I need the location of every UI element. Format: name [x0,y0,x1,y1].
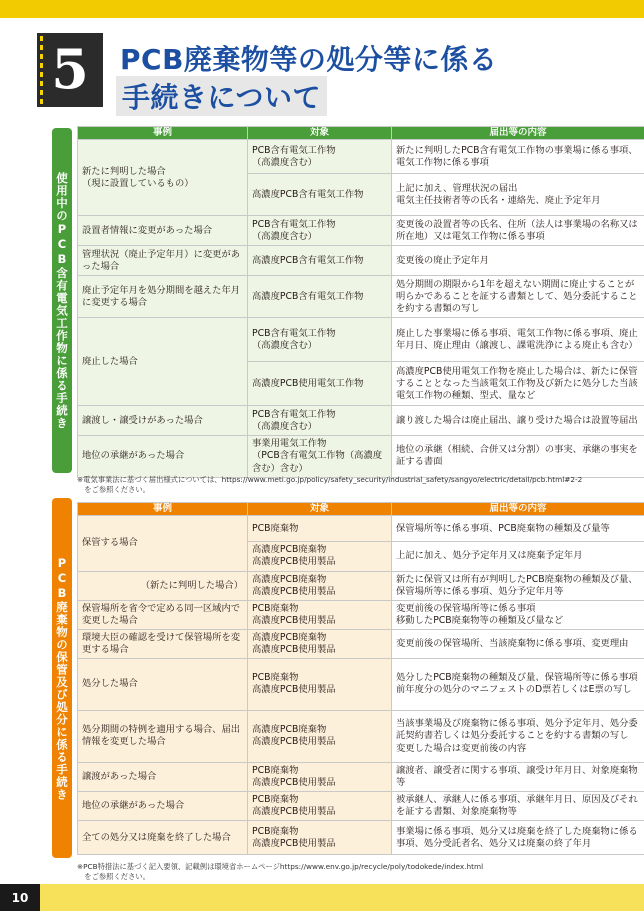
content-cell: 処分期間の期限から1年を超えない期間に廃止することが明らかであることを証する書類として、処分委託することを約する書類の写し [392,276,644,318]
target-cell: PCB含有電気工作物 （高濃度含む） [248,318,392,362]
target-cell: 事業用電気工作物 （PCB含有電気工作物（高濃度含む）含む） [248,436,392,477]
page-title-line-2: 手続きについて [116,76,327,116]
section1-table [77,126,644,478]
content-cell: 変更前後の保管場所等に係る事項 移動したPCB廃棄物等の種類及び量など [392,600,644,629]
column-header-target: 対象 [248,503,392,516]
case-cell: 地位の承継があった場合 [78,792,248,821]
target-cell: 高濃度PCB廃棄物 高濃度PCB使用製品 [248,629,392,658]
target-cell: 高濃度PCB含有電気工作物 [248,246,392,276]
target-cell: PCB廃棄物 高濃度PCB使用製品 [248,821,392,855]
content-cell: 新たに判明したPCB含有電気工作物の事業場に係る事項、電気工作物に係る事項 [392,140,644,174]
table-row [78,792,644,821]
table-row [78,710,644,762]
content-cell: 廃止した事業場に係る事項、電気工作物に係る事項、廃止年月日、廃止理由（譲渡し、課電洗浄による廃止も含む） [392,318,644,362]
section2-side-label: PCB廃棄物の保管及び処分に係る手続き [52,498,72,858]
case-cell: 譲渡し・譲受けがあった場合 [78,406,248,436]
case-cell: 処分期間の特例を適用する場合、届出情報を変更した場合 [78,710,248,762]
content-cell: 譲渡者、譲受者に関する事項、譲受け年月日、対象廃棄物等 [392,762,644,791]
content-cell: 上記に加え、処分予定年月又は廃棄予定年月 [392,542,644,571]
case-cell: 設置者情報に変更があった場合 [78,216,248,246]
column-header-case: 事例 [78,127,248,140]
column-header-target: 対象 [248,127,392,140]
target-cell: 高濃度PCB廃棄物 高濃度PCB使用製品 [248,542,392,571]
table-row [78,436,644,477]
target-cell: PCB含有電気工作物 （高濃度含む） [248,406,392,436]
case-cell: 環境大臣の確認を受けて保管場所を変更する場合 [78,629,248,658]
case-cell: 譲渡があった場合 [78,762,248,791]
table-row [78,276,644,318]
target-cell: PCB含有電気工作物 （高濃度含む） [248,140,392,174]
table-row [78,658,644,710]
section1-footnote: ※電気事業法に基づく届出様式については、https://www.meti.go.jp/policy/safety_security/industrial_safety/sangyo/electric/detail/pcb.html#2-2 をご参照ください。 [77,475,583,494]
target-cell: 高濃度PCB使用電気工作物 [248,362,392,406]
content-cell: 事業場に係る事項、処分又は廃棄を終了した廃棄物に係る事項、処分受託者名、処分又は廃棄の終了年月 [392,821,644,855]
content-cell: 上記に加え、管理状況の届出 電気主任技術者等の氏名・連絡先、廃止予定年月 [392,174,644,216]
table-header-row [78,127,644,140]
column-header-case: 事例 [78,503,248,516]
table-row [78,629,644,658]
table-row [78,140,644,174]
target-cell: PCB廃棄物 高濃度PCB使用製品 [248,762,392,791]
table-row [78,571,644,600]
table-row [78,406,644,436]
table-row [78,516,644,542]
content-cell: 地位の承継（相続、合併又は分割）の事実、承継の事実を証する書面 [392,436,644,477]
content-cell: 変更後の設置者等の氏名、住所（法人は事業場の名称又は所在地）又は電気工作物に係る事項 [392,216,644,246]
case-cell: （新たに判明した場合） [78,571,248,600]
header-accent-bar [0,0,644,18]
column-header-content: 届出等の内容 [392,127,644,140]
target-cell: 高濃度PCB含有電気工作物 [248,276,392,318]
table-header-row [78,503,644,516]
case-cell: 新たに判明した場合 （現に設置しているもの） [78,140,248,216]
target-cell: 高濃度PCB含有電気工作物 [248,174,392,216]
section2-footnote: ※PCB特措法に基づく記入要領、記載例は環境省ホームページhttps://www.env.go.jp/recycle/poly/todokede/index.html をご参照ください。 [77,862,484,881]
content-cell: 変更前後の保管場所、当該廃棄物に係る事項、変更理由 [392,629,644,658]
content-cell: 高濃度PCB使用電気工作物を廃止した場合は、新たに保管することとなった当該電気工作物及び新たに処分した当該電気工作物の種類、型式、量など [392,362,644,406]
case-cell: 保管場所を省令で定める同一区域内で変更した場合 [78,600,248,629]
content-cell: 処分したPCB廃棄物の種類及び量、保管場所等に係る事項 前年度分の処分のマニフェストのD票若しくはE票の写し [392,658,644,710]
target-cell: PCB廃棄物 [248,516,392,542]
case-cell: 廃止予定年月を処分期間を越えた年月に変更する場合 [78,276,248,318]
content-cell: 譲り渡した場合は廃止届出、譲り受けた場合は設置等届出 [392,406,644,436]
section1-side-label: 使用中のPCB含有電気工作物に係る手続き [52,128,72,473]
case-cell: 廃止した場合 [78,318,248,406]
page-title-line-1: PCB廃棄物等の処分等に係る [120,43,498,76]
content-cell: 変更後の廃止予定年月 [392,246,644,276]
case-cell: 保管する場合 [78,516,248,571]
content-cell: 被承継人、承継人に係る事項、承継年月日、原因及びそれを証する書類、対象廃棄物等 [392,792,644,821]
chapter-badge-dots [40,36,43,104]
chapter-number: 5 [51,37,89,101]
page-number: 10 [0,884,40,911]
table-row [78,762,644,791]
target-cell: PCB廃棄物 高濃度PCB使用製品 [248,792,392,821]
target-cell: 高濃度PCB廃棄物 高濃度PCB使用製品 [248,710,392,762]
case-cell: 処分した場合 [78,658,248,710]
target-cell: PCB廃棄物 高濃度PCB使用製品 [248,600,392,629]
table-row [78,600,644,629]
table-row [78,246,644,276]
section2-table [77,502,644,855]
footer-accent-bar [0,884,644,911]
content-cell: 保管場所等に係る事項、PCB廃棄物の種類及び量等 [392,516,644,542]
column-header-content: 届出等の内容 [392,503,644,516]
target-cell: PCB廃棄物 高濃度PCB使用製品 [248,658,392,710]
chapter-number-badge [37,33,103,107]
case-cell: 地位の承継があった場合 [78,436,248,477]
table-row [78,216,644,246]
target-cell: PCB含有電気工作物 （高濃度含む） [248,216,392,246]
content-cell: 新たに保管又は所有が判明したPCB廃棄物の種類及び量、保管場所等に係る事項、処分予定年月等 [392,571,644,600]
table-row [78,821,644,855]
content-cell: 当該事業場及び廃棄物に係る事項、処分予定年月、処分委託契約書若しくは処分委託することを約する書類の写し 変更した場合は変更前後の内容 [392,710,644,762]
table-row [78,318,644,362]
case-cell: 管理状況（廃止予定年月）に変更があった場合 [78,246,248,276]
case-cell: 全ての処分又は廃棄を終了した場合 [78,821,248,855]
target-cell: 高濃度PCB廃棄物 高濃度PCB使用製品 [248,571,392,600]
